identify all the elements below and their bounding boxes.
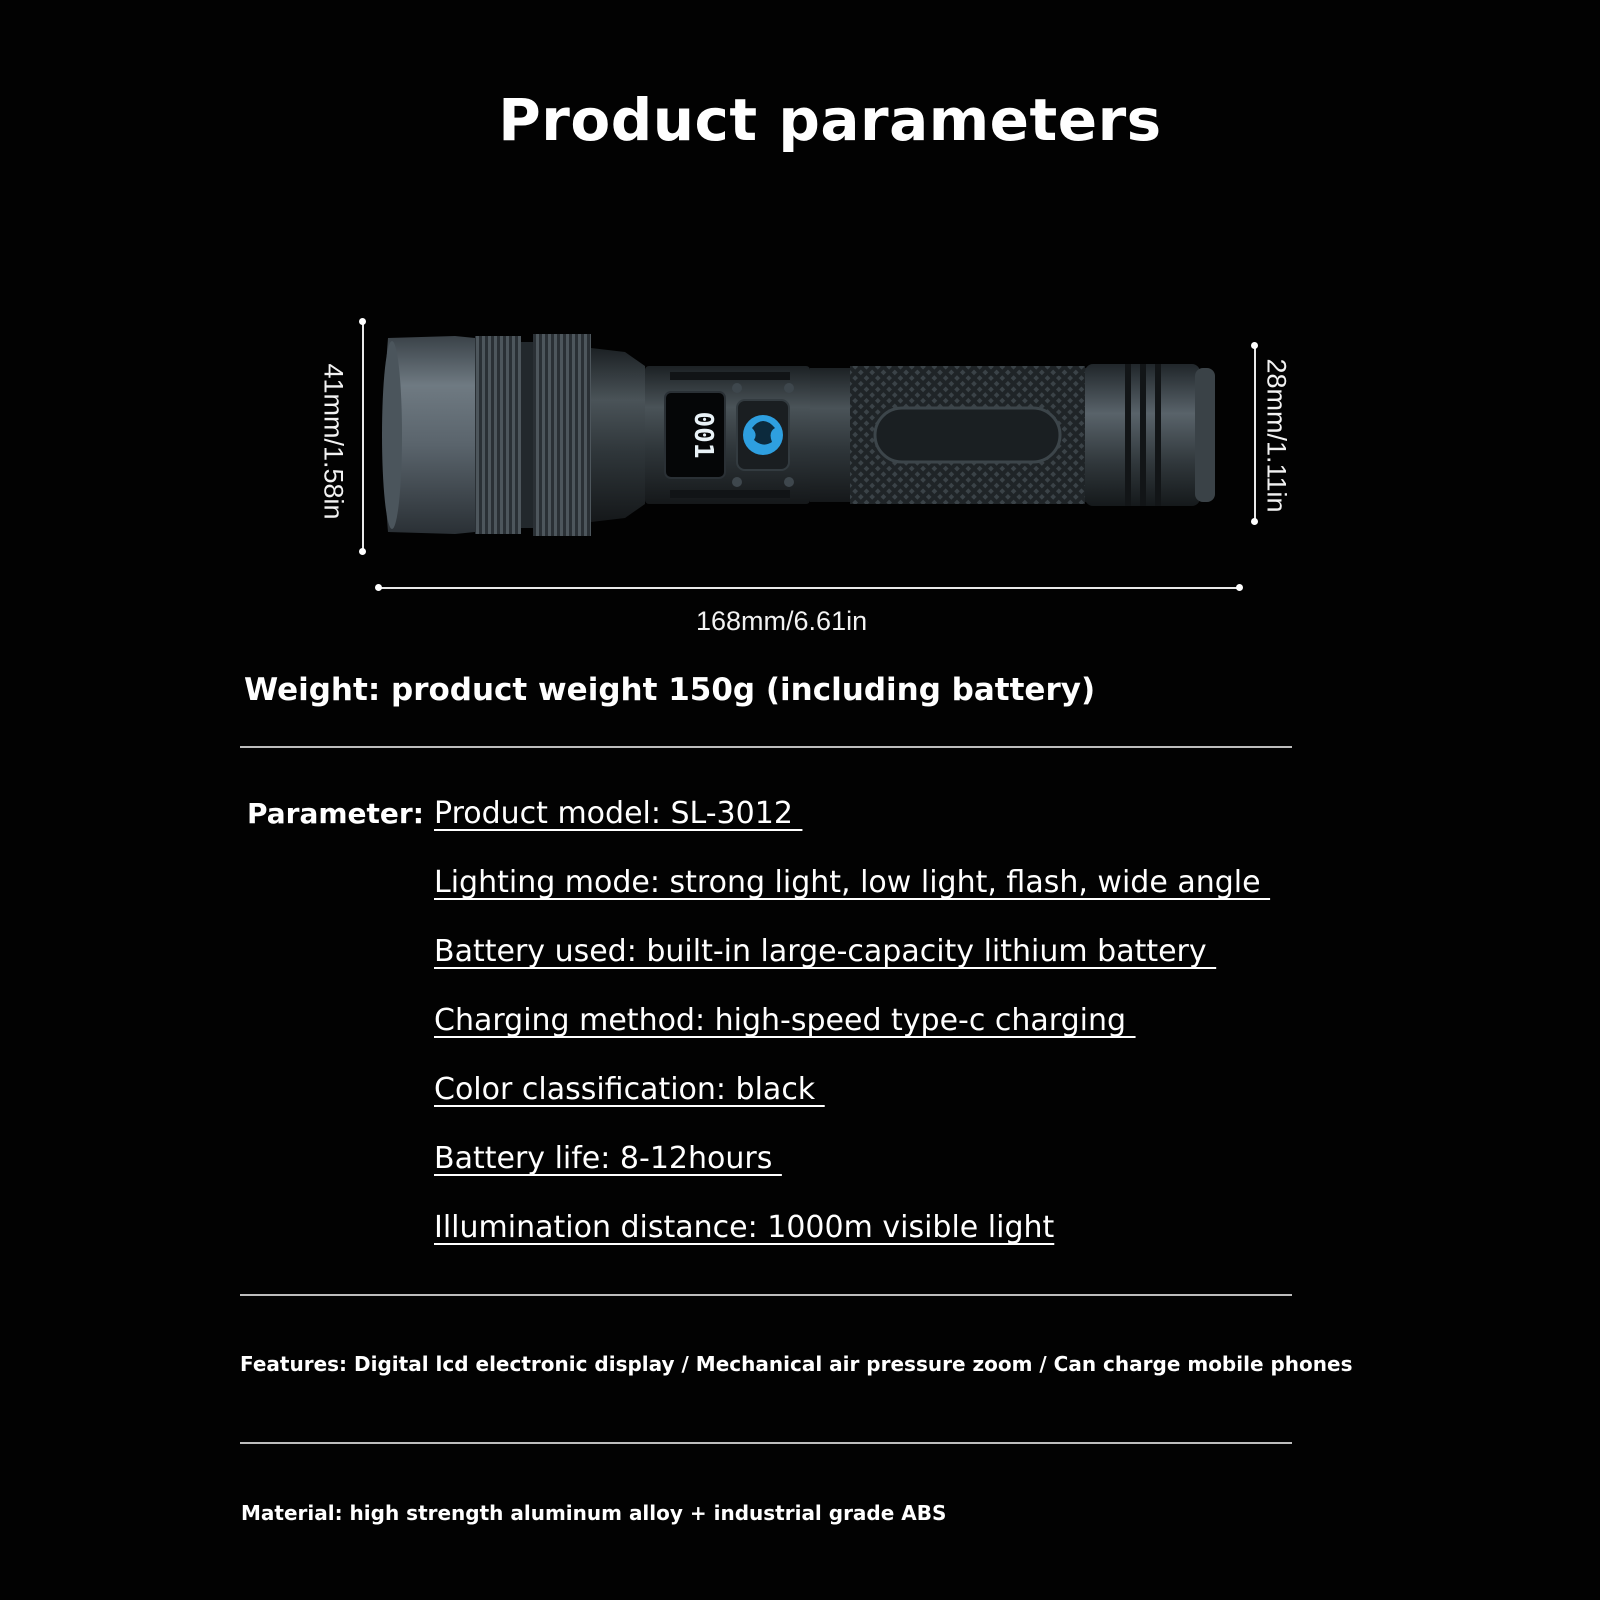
tail-diameter-dimension-line <box>1254 346 1256 522</box>
length-dimension-right-dot <box>1236 584 1243 591</box>
height-dimension-label: 41mm/1.58in <box>318 363 349 520</box>
param-battery-used: Battery used: built-in large-capacity lithium battery <box>434 934 1217 969</box>
divider-1 <box>240 746 1292 748</box>
height-dimension-top-dot <box>359 318 366 325</box>
length-dimension-label: 168mm/6.61in <box>696 606 868 636</box>
page-title: Product parameters <box>498 86 1162 154</box>
parameter-label: Parameter: <box>247 797 424 830</box>
tail-diameter-top-dot <box>1251 342 1258 349</box>
side-panel <box>875 408 1060 462</box>
height-dimension-line <box>362 322 364 552</box>
tail-diameter-bottom-dot <box>1251 518 1258 525</box>
zoom-ring <box>475 336 521 534</box>
param-battery-life: Battery life: 8-12hours <box>434 1141 782 1176</box>
tail-diameter-dimension-label: 28mm/1.11in <box>1261 358 1292 513</box>
param-color-classification: Color classification: black <box>434 1072 825 1107</box>
length-dimension-left-dot <box>375 584 382 591</box>
param-charging-method: Charging method: high-speed type-c charging <box>434 1003 1136 1038</box>
material-text: Material: high strength aluminum alloy + industrial grade ABS <box>241 1501 947 1525</box>
height-dimension-bottom-dot <box>359 548 366 555</box>
param-product-model: Product model: SL-3012 <box>434 796 803 831</box>
divider-3 <box>240 1442 1292 1444</box>
divider-2 <box>240 1294 1292 1296</box>
length-dimension-line <box>378 587 1240 589</box>
param-illumination-distance: Illumination distance: 1000m visible light <box>434 1210 1055 1245</box>
weight-text: Weight: product weight 150g (including battery) <box>244 672 1096 708</box>
param-lighting-mode: Lighting mode: strong light, low light, flash, wide angle <box>434 865 1271 900</box>
grip-ring <box>533 334 591 536</box>
flashlight-illustration <box>380 330 1230 540</box>
lcd-readout: 001 <box>688 411 718 459</box>
features-text: Features: Digital lcd electronic display / Mechanical air pressure zoom / Can charge mobile phones <box>240 1352 1353 1376</box>
